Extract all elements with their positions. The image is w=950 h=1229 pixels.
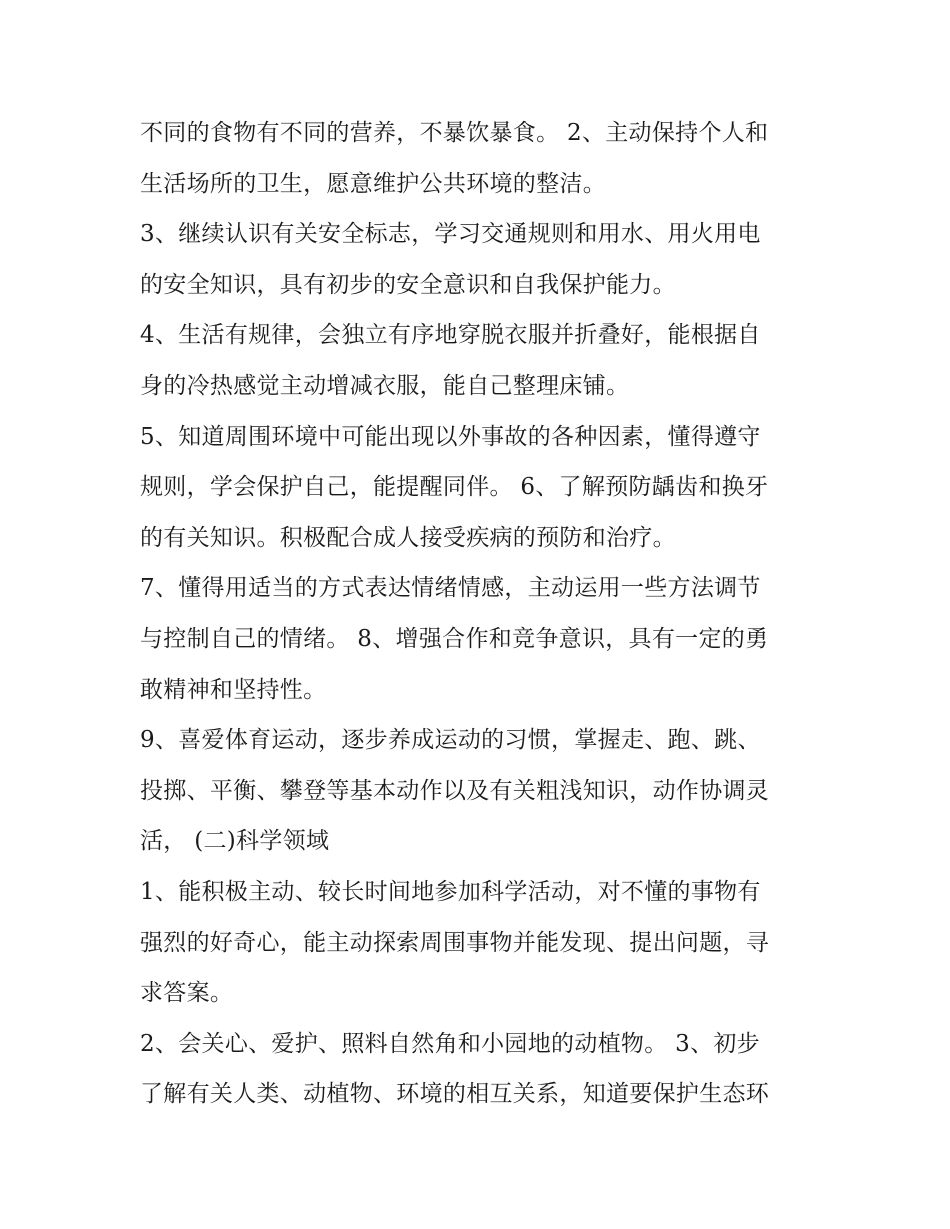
text-line: 7、懂得用适当的方式表达情绪情感，主动运用一些方法调节 <box>140 575 761 602</box>
text-line: 2、会关心、爱护、照料自然角和小园地的动植物。 3、初步 <box>140 1030 760 1057</box>
text-line: 5、知道周围环境中可能出现以外事故的各种因素，懂得遵守 <box>140 423 761 450</box>
text-line: 的有关知识。积极配合成人接受疾病的预防和治疗。 <box>140 524 676 551</box>
text-line: 投掷、平衡、攀登等基本动作以及有关粗浅知识，动作协调灵 <box>140 777 770 804</box>
text-line: 身的冷热感觉主动增减衣服，能自己整理床铺。 <box>140 372 630 399</box>
text-line: 1、能积极主动、较长时间地参加科学活动，对不懂的事物有 <box>140 878 761 905</box>
text-line: 强烈的好奇心，能主动探索周围事物并能发现、提出问题，寻 <box>140 929 770 956</box>
text-line: 敢精神和坚持性。 <box>140 676 327 703</box>
text-line: 生活场所的卫生，愿意维护公共环境的整洁。 <box>140 170 606 197</box>
text-line: 了解有关人类、动植物、环境的相互关系，知道要保护生态环 <box>140 1081 770 1108</box>
text-line: 与控制自己的情绪。 8、增强合作和竞争意识，具有一定的勇 <box>140 625 769 652</box>
text-line: 3、继续认识有关安全标志，学习交通规则和用水、用火用电 <box>140 221 761 248</box>
text-line: 9、喜爱体育运动，逐步养成运动的习惯，掌握走、跑、跳、 <box>140 727 761 754</box>
document-body <box>140 108 830 1120</box>
text-line: 4、生活有规律，会独立有序地穿脱衣服并折叠好，能根据自 <box>140 322 761 349</box>
text-line: 的安全知识，具有初步的安全意识和自我保护能力。 <box>140 271 676 298</box>
text-line: 规则，学会保护自己，能提醒同伴。 6、了解预防龋齿和换牙 <box>140 474 769 501</box>
text-line: 不同的食物有不同的营养，不暴饮暴食。 2、主动保持个人和 <box>140 120 769 146</box>
text-line: 求答案。 <box>140 980 234 1007</box>
text-line: 活， (二)科学领域 <box>140 828 330 855</box>
